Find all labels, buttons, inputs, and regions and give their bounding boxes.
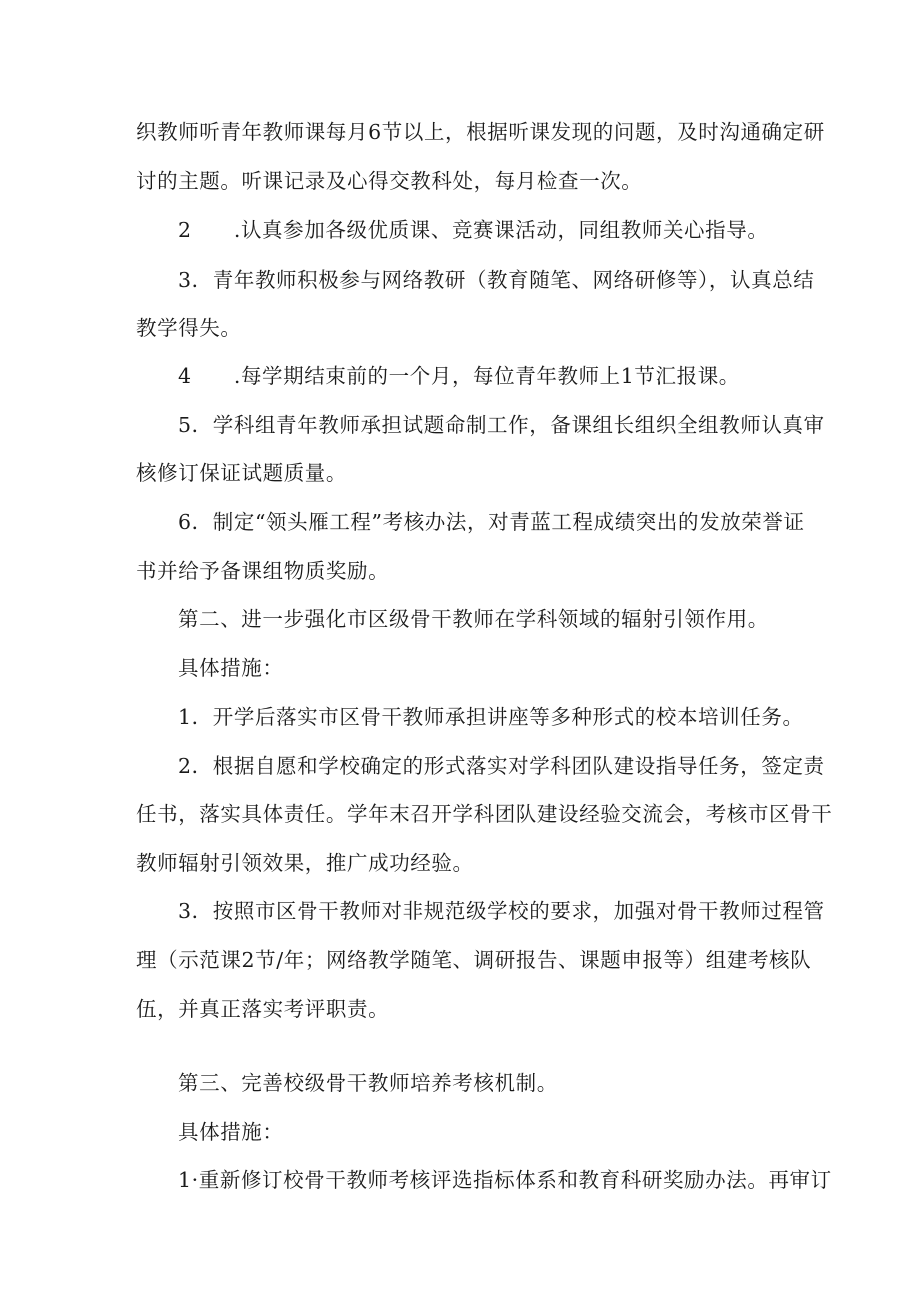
list-item-4: 4 .每学期结束前的一个月，每位青年教师上1节汇报课。 [178, 364, 740, 388]
list-item-1: 1·重新修订校骨干教师考核评选指标体系和教育科研奖励办法。再审订 [178, 1168, 832, 1192]
section-heading-2: 第二、进一步强化市区级骨干教师在学科领域的辐射引领作用。 [178, 607, 769, 631]
paragraph-line: 伍，并真正落实考评职责。 [136, 997, 390, 1021]
paragraph-line: 核修订保证试题质量。 [136, 461, 347, 485]
list-item-6: 6．制定“领头雁工程”考核办法，对青蓝工程成绩突出的发放荣誉证 [178, 510, 805, 534]
list-item-2: 2．根据自愿和学校确定的形式落实对学科团队建设指导任务，签定责 [178, 754, 825, 778]
paragraph-line: 教师辐射引领效果，推广成功经验。 [136, 851, 474, 875]
list-item-3: 3．按照市区骨干教师对非规范级学校的要求，加强对骨干教师过程管 [178, 899, 825, 923]
paragraph-line: 教学得失。 [136, 316, 242, 340]
section-heading-3: 第三、完善校级骨干教师培养考核机制。 [178, 1071, 558, 1095]
measures-label: 具体措施： [178, 1120, 284, 1144]
paragraph-line: 任书，落实具体责任。学年末召开学科团队建设经验交流会，考核市区骨干 [136, 802, 833, 826]
list-item-1: 1．开学后落实市区骨干教师承担讲座等多种形式的校本培训任务。 [178, 705, 804, 729]
paragraph-line: 书并给予备课组物质奖励。 [136, 559, 390, 583]
list-item-3: 3．青年教师积极参与网络教研（教育随笔、网络研修等），认真总结 [178, 268, 815, 292]
paragraph-line: 讨的主题。听课记录及心得交教科处，每月检查一次。 [136, 169, 643, 193]
list-item-2: 2 .认真参加各级优质课、竞赛课活动，同组教师关心指导。 [178, 218, 769, 242]
list-item-5: 5．学科组青年教师承担试题命制工作，备课组长组织全组教师认真审 [178, 413, 825, 437]
measures-label: 具体措施： [178, 656, 284, 680]
paragraph-line: 织教师听青年教师课每月6节以上，根据听课发现的问题，及时沟通确定研 [136, 120, 825, 144]
paragraph-line: 理（示范课2节/年；网络教学随笔、调研报告、课题申报等）组建考核队 [136, 948, 812, 972]
